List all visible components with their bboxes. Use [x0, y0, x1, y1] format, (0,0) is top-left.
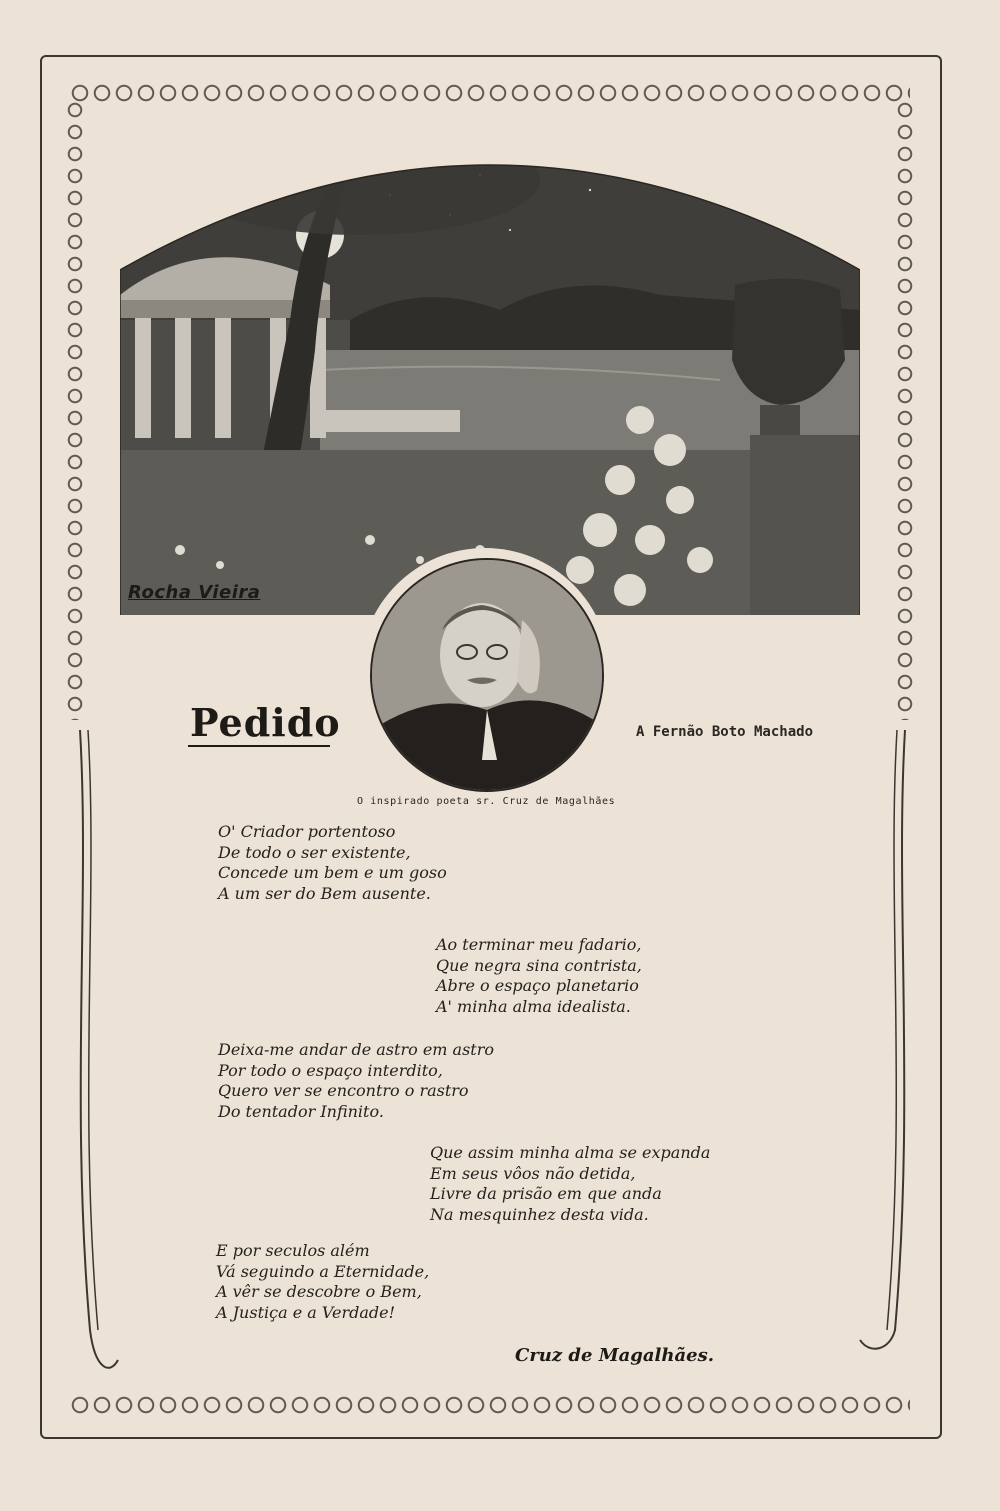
poem-line: A um ser do Bem ausente.: [218, 883, 431, 903]
poem-title: Pedido: [190, 700, 341, 745]
urn-icon: [732, 279, 860, 615]
poem-line: Deixa-me andar de astro em astro: [218, 1040, 494, 1059]
poem-line: A Justiça e a Verdade!: [216, 1302, 396, 1322]
night-garden-illustration: [120, 120, 860, 615]
stanza-2: [436, 935, 642, 1017]
poem-line: Ao terminar meu fadario,: [436, 935, 642, 954]
poem-line: Abre o espaço planetario: [436, 976, 639, 995]
poem-line: A vêr se descobre o Bem,: [216, 1282, 422, 1301]
poem-line: Que assim minha alma se expanda: [430, 1143, 711, 1162]
poem-line: Na mesquinhez desta vida.: [430, 1204, 649, 1224]
stanza-3: [218, 1040, 494, 1122]
poem-line: Que negra sina contrista,: [436, 955, 642, 975]
dedication: A Fernão Boto Machado: [636, 724, 814, 740]
poem-line: Concede um bem e um goso: [218, 863, 447, 882]
poem-line: Vá seguindo a Eternidade,: [216, 1261, 430, 1281]
illustrator-signature: Rocha Vieira: [128, 582, 261, 603]
portrait-medallion: [360, 548, 610, 798]
poem-line: O' Criador portentoso: [218, 822, 396, 841]
poem-line: Por todo o espaço interdito,: [218, 1060, 443, 1080]
poem-line: Quero ver se encontro o rastro: [218, 1081, 469, 1100]
poem-line: Livre da prisão em que anda: [430, 1184, 662, 1203]
stanza-5: [216, 1241, 429, 1323]
portrait-caption: O inspirado poeta sr. Cruz de Magalhães: [357, 796, 616, 807]
poem-line: A' minha alma idealista.: [436, 996, 631, 1016]
stanza-1: [218, 822, 447, 904]
author-signature: Cruz de Magalhães.: [515, 1345, 714, 1366]
poem-line: De todo o ser existente,: [218, 842, 411, 862]
poem-line: E por seculos além: [216, 1241, 370, 1260]
portrait-photo-icon: [370, 558, 604, 792]
stanza-4: [430, 1143, 710, 1225]
poem-line: Do tentador Infinito.: [218, 1101, 384, 1121]
title-underline: [188, 745, 330, 747]
poem-line: Em seus vôos não detida,: [430, 1163, 636, 1183]
